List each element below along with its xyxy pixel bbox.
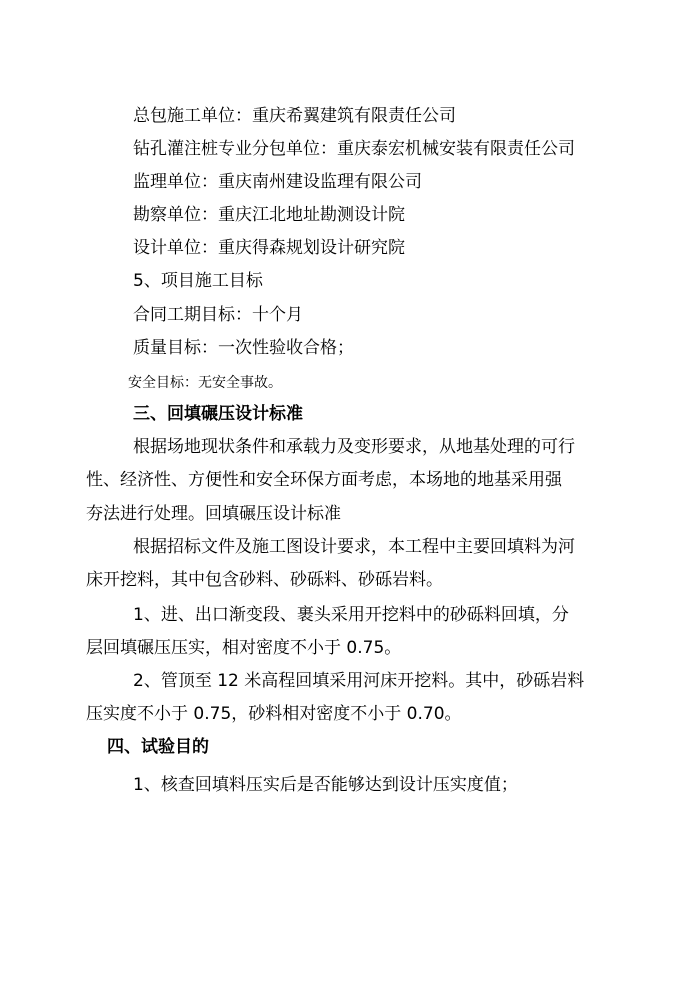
section5-heading: 5、项目施工目标	[133, 271, 263, 291]
section3-item1-line: 1、进、出口渐变段、裹头采用开挖料中的砂砾料回填，分	[133, 605, 569, 625]
section3-heading: 三、回填碾压设计标准	[133, 404, 303, 424]
pile-subcontractor-line: 钻孔灌注桩专业分包单位：重庆泰宏机械安装有限责任公司	[133, 139, 575, 159]
section3-para2-line: 根据招标文件及施工图设计要求，本工程中主要回填料为河	[133, 537, 575, 557]
general-contractor-line: 总包施工单位：重庆希翼建筑有限责任公司	[133, 106, 456, 126]
survey-line: 勘察单位：重庆江北地址勘测设计院	[133, 205, 405, 225]
section3-para2-line: 床开挖料，其中包含砂料、砂砾料、砂砾岩料。	[86, 570, 443, 590]
safety-target-line: 安全目标：无安全事故。	[128, 375, 282, 391]
section3-para1-line: 夯法进行处理。回填碾压设计标准	[86, 504, 341, 524]
schedule-target-line: 合同工期目标：十个月	[133, 305, 303, 325]
section4-heading: 四、试验目的	[107, 737, 209, 757]
quality-target-line: 质量目标：一次性验收合格；	[133, 338, 354, 358]
section3-item2-line: 压实度不小于 0.75，砂料相对密度不小于 0.70。	[86, 704, 462, 724]
supervisor-line: 监理单位：重庆南州建设监理有限公司	[133, 172, 422, 192]
design-line: 设计单位：重庆得森规划设计研究院	[133, 238, 405, 258]
section3-para1-line: 根据场地现状条件和承载力及变形要求，从地基处理的可行	[133, 437, 575, 457]
section3-item1-line: 层回填碾压压实，相对密度不小于 0.75。	[86, 638, 402, 658]
section3-para1-line: 性、经济性、方便性和安全环保方面考虑，本场地的地基采用强	[86, 470, 562, 490]
section3-item2-line: 2、管顶至 12 米高程回填采用河床开挖料。其中，砂砾岩料	[133, 671, 585, 691]
section4-item1-line: 1、核查回填料压实后是否能够达到设计压实度值；	[133, 775, 518, 795]
